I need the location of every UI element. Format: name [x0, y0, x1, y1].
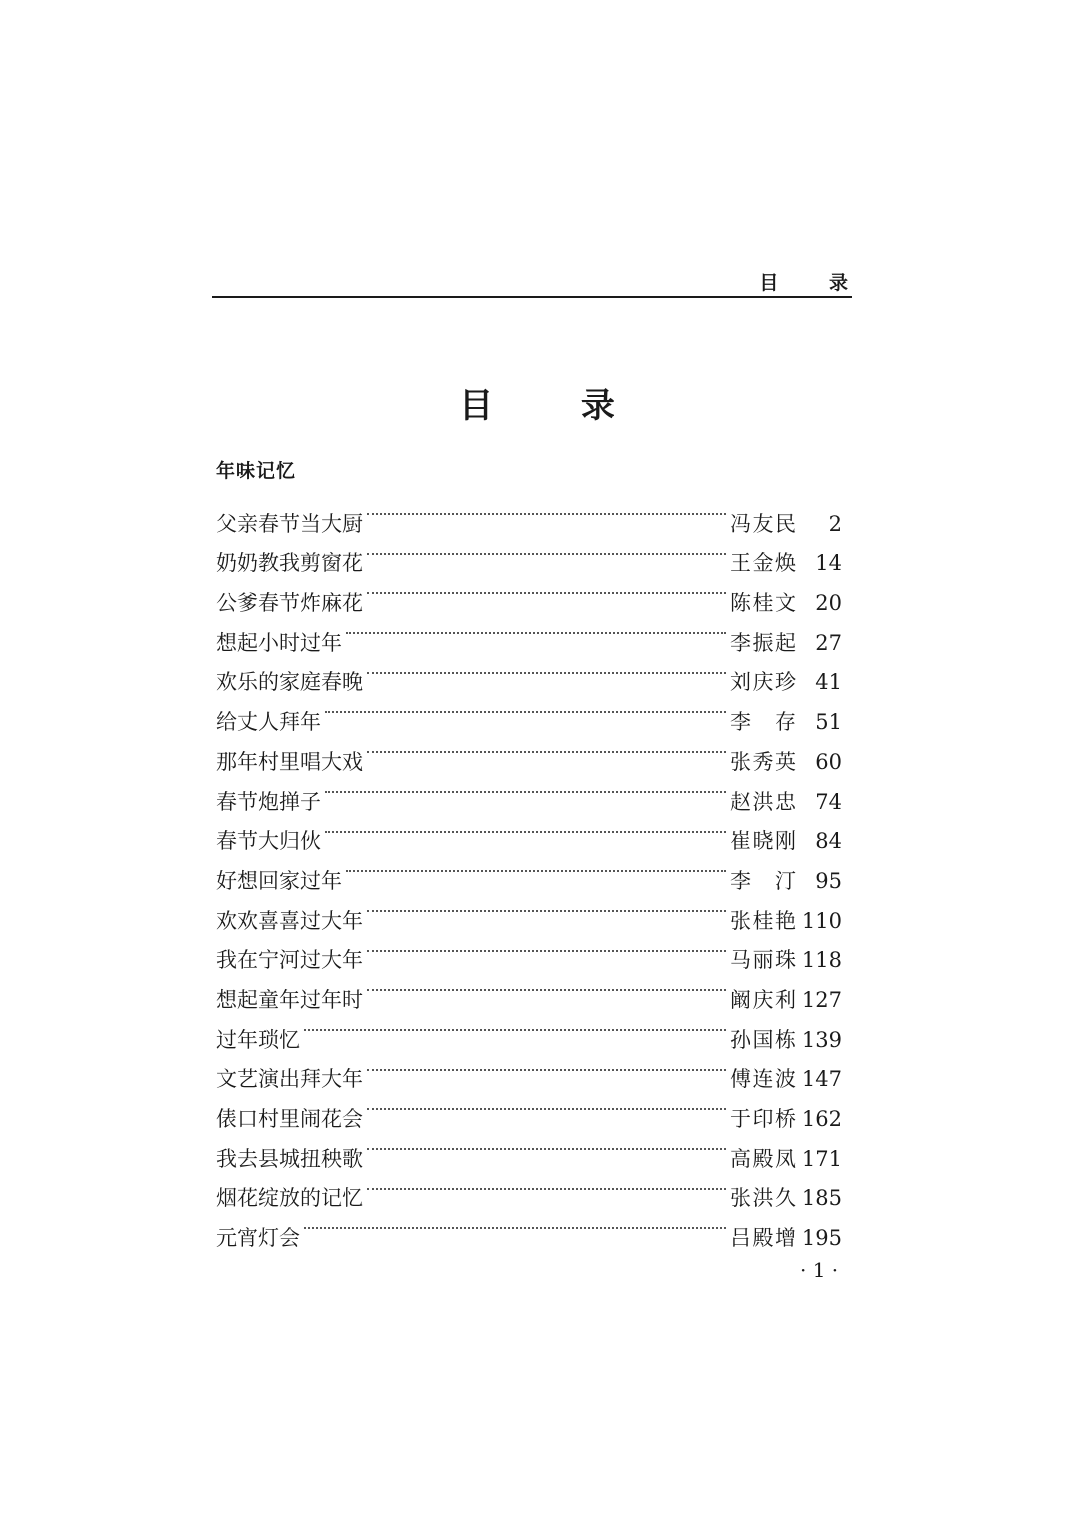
dot-leader [367, 967, 726, 1007]
toc-entry-author: 孙国栋 [730, 1027, 796, 1052]
dot-leader [367, 1086, 726, 1126]
dot-leader [304, 1205, 726, 1245]
toc-entry-author: 王金焕 [730, 551, 796, 576]
dot-leader [367, 531, 726, 571]
toc-entry-author: 冯友民 [730, 511, 796, 536]
toc-entry-page: 14 [815, 551, 842, 576]
toc-entry-author: 刘庆珍 [730, 670, 796, 695]
dot-leader [367, 888, 726, 928]
toc-entry-page: 60 [815, 749, 842, 774]
toc-entry-author: 于印桥 [730, 1107, 796, 1131]
toc-entry-title: 想起小时过年 [216, 630, 342, 655]
toc-entry-title: 我去县城扭秧歌 [216, 1146, 363, 1171]
page-number: · 1 · [800, 1258, 839, 1282]
toc-entry-page: 27 [815, 630, 842, 655]
toc-entry-author: 傅连波 [730, 1067, 796, 1092]
toc-entry-page: 118 [801, 948, 842, 973]
toc-entry-page: 20 [815, 591, 842, 616]
toc-entry-author: 张洪久 [730, 1186, 796, 1211]
toc-entry-page: 41 [815, 670, 842, 695]
page-title: 目 录 [459, 386, 653, 426]
toc-entry-page: 84 [815, 829, 842, 854]
toc-entry-title: 元宵灯会 [216, 1226, 300, 1251]
toc-entry-title: 烟花绽放的记忆 [216, 1186, 363, 1211]
toc-entry-page: 195 [801, 1226, 842, 1251]
toc-entry-page: 127 [801, 987, 842, 1012]
toc-entry-page: 139 [801, 1027, 842, 1052]
dot-leader [346, 610, 726, 650]
toc-entry-author: 李 汀 [730, 868, 796, 893]
toc-entry-page: 51 [815, 710, 842, 735]
dot-leader [367, 928, 726, 968]
running-head-text: 目 录 [759, 272, 870, 294]
dot-leader [367, 570, 726, 610]
toc-entry-title: 给丈人拜年 [216, 710, 321, 735]
toc-entry-title: 想起童年过年时 [216, 987, 363, 1012]
toc-entry-title: 我在宁河过大年 [216, 948, 363, 973]
dot-leader [325, 809, 726, 849]
toc-entry-author: 赵洪忠 [730, 789, 796, 814]
toc-entry-author: 陈桂文 [730, 591, 796, 616]
toc-entry-author: 高殿凤 [730, 1146, 796, 1171]
dot-leader [367, 1047, 726, 1087]
toc-entry-page: 110 [801, 908, 842, 933]
toc-entry-page: 74 [815, 789, 842, 814]
toc-entry-author: 阚庆利 [730, 987, 796, 1012]
toc-entry-title: 欢乐的家庭春晚 [216, 670, 363, 695]
toc-entry-title: 俵口村里闹花会 [216, 1107, 363, 1131]
toc-entry-title: 父亲春节当大厨 [216, 511, 363, 536]
toc-entry-page: 162 [801, 1107, 842, 1131]
toc-entry[interactable] [216, 491, 842, 536]
dot-leader [346, 848, 726, 888]
toc-entry-author: 张桂艳 [730, 908, 796, 933]
dot-leader [325, 769, 726, 809]
toc-entry-page: 147 [801, 1067, 842, 1092]
toc-entry-title: 公爹春节炸麻花 [216, 591, 363, 616]
dot-leader [325, 689, 726, 729]
toc-entry-title: 过年琐忆 [216, 1027, 300, 1052]
dot-leader [367, 1166, 726, 1206]
toc-entry-title: 奶奶教我剪窗花 [216, 551, 363, 576]
toc-entry-page: 2 [828, 511, 842, 536]
toc-entry-author: 李振起 [730, 630, 796, 655]
dot-leader [367, 1126, 726, 1166]
dot-leader [304, 1007, 726, 1047]
section-heading: 年味记忆 [216, 460, 297, 482]
toc-entry-title: 欢欢喜喜过大年 [216, 908, 363, 933]
dot-leader [367, 729, 726, 769]
toc-entry-title: 那年村里唱大戏 [216, 749, 363, 774]
toc-entry-author: 李 存 [730, 710, 796, 735]
dot-leader [367, 650, 726, 690]
toc-entry-page: 95 [815, 868, 842, 893]
toc-entry-page: 171 [801, 1146, 842, 1171]
toc-entry-author: 崔晓刚 [730, 829, 796, 854]
toc-entry-author: 张秀英 [730, 749, 796, 774]
running-head [212, 268, 870, 298]
toc-entry-author: 马丽珠 [730, 948, 796, 973]
toc-entry-title: 好想回家过年 [216, 868, 342, 893]
toc-entry-title: 文艺演出拜大年 [216, 1067, 363, 1092]
toc-entry-page: 185 [801, 1186, 842, 1211]
dot-leader [367, 491, 726, 531]
toc-entry-title: 春节大归伙 [216, 829, 321, 854]
toc-entry-title: 春节炮掸子 [216, 789, 321, 814]
table-of-contents [216, 491, 842, 1251]
toc-entry-author: 吕殿增 [730, 1226, 796, 1251]
